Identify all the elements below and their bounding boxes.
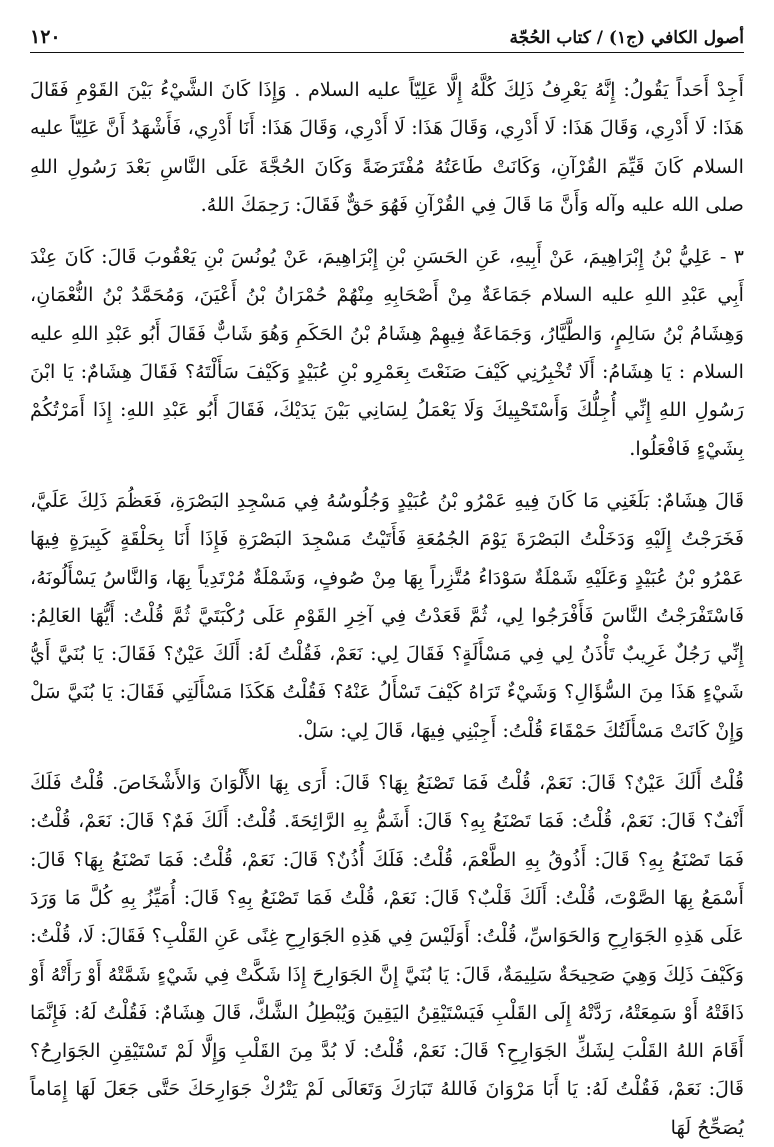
header-rule: [30, 52, 744, 53]
paragraph-4: قُلْتُ أَلَكَ عَيْنٌ؟ قَالَ: نَعَمْ، قُلْتُ فَمَا تَصْنَعُ بِهَا؟ قَالَ: أَرَى بِهَا الأَلْوَانَ وَالأَشْخَاصَ. قُلْتُ فَلَكَ أَنْفٌ؟ قَالَ: نَعَمْ، قُلْتُ: فَمَا تَصْنَعُ بِهِ؟ قَالَ: أَشَمُّ بِهِ الرَّائِحَةَ. قُلْتُ: أَلَكَ فَمٌ؟ قَالَ: نَعَمْ، قُلْتُ: فَمَا تَصْنَعُ بِهِ؟ قَالَ: أَذُوقُ بِهِ الطَّعْمَ، قُلْتُ: فَلَكَ أُذُنٌ؟ قَالَ: نَعَمْ، قُلْتُ: فَمَا تَصْنَعُ بِهَا؟ قَالَ: أَسْمَعُ بِهَا الصَّوْتَ، قُلْتُ: أَلَكَ قَلْبٌ؟ قَالَ: نَعَمْ، قُلْتُ فَمَا تَصْنَعُ بِهِ؟ قَالَ: أُمَيِّزُ بِهِ كُلَّ مَا وَرَدَ عَلَى هَذِهِ الجَوَارِحِ وَالحَوَاسِّ، قُلْتُ: أَوَلَيْسَ فِي هَذِهِ الجَوَارِحِ غِنًى عَنِ القَلْبِ؟ فَقَالَ: لَا، قُلْتُ: وَكَيْفَ ذَلِكَ وَهِيَ صَحِيحَةٌ سَلِيمَةٌ، قَالَ: يَا بُنَيَّ إِنَّ الجَوَارِحَ إِذَا شَكَّتْ فِي شَيْءٍ شَمَّتْهُ أَوْ رَأَتْهُ أَوْ ذَاقَتْهُ أَوْ سَمِعَتْهُ، رَدَّتْهُ إِلَى القَلْبِ فَيَسْتَيْقِنُ اليَقِينَ وَيُبْطِلُ الشَّكَّ، قَالَ هِشَامٌ: فَقُلْتُ لَهُ: فَإِنَّمَا أَقَامَ اللهُ القَلْبَ لِشَكِّ الجَوَارِحِ؟ قَالَ: نَعَمْ، قُلْتُ: لَا بُدَّ مِنَ القَلْبِ وَإِلَّا لَمْ تَسْتَيْقِنِ الجَوَارِحُ؟ قَالَ: نَعَمْ، فَقُلْتُ لَهُ: يَا أَبَا مَرْوَانَ فَاللهُ تَبَارَكَ وَتَعَالَى لَمْ يَتْرُكْ جَوَارِحَكَ حَتَّى جَعَلَ لَهَا إِمَاماً يُصَحِّحُ لَهَا: [30, 771, 744, 1139]
paragraph-2: ٣ - عَلِيُّ بْنُ إِبْرَاهِيمَ، عَنْ أَبِيهِ، عَنِ الحَسَنِ بْنِ إِبْرَاهِيمَ، عَنْ يُونُسَ بْنِ يَعْقُوبَ قَالَ: كَانَ عِنْدَ أَبِي عَبْدِ اللهِ عليه السلام جَمَاعَةٌ مِنْ أَصْحَابِهِ مِنْهُمْ حُمْرَانُ بْنُ أَعْيَنَ، وَمُحَمَّدُ بْنُ النُّعْمَانِ، وَهِشَامُ بْنُ سَالِمٍ، وَالطَّيَّارُ، وَجَمَاعَةٌ فِيهِمْ هِشَامُ بْنُ الحَكَمِ وَهُوَ شَابٌّ فَقَالَ أَبُو عَبْدِ اللهِ عليه السلام : يَا هِشَامُ: أَلَا تُخْبِرُنِي كَيْفَ صَنَعْتَ بِعَمْرِو بْنِ عُبَيْدٍ وَكَيْفَ سَأَلْتَهُ؟ فَقَالَ هِشَامٌ: يَا ابْنَ رَسُولِ اللهِ إِنِّي أُجِلُّكَ وَأَسْتَحْيِيكَ وَلَا يَعْمَلُ لِسَانِي بَيْنَ يَدَيْكَ، فَقَالَ أَبُو عَبْدِ اللهِ: إِذَا أَمَرْتُكُمْ بِشَيْءٍ فَافْعَلُوا.: [30, 245, 744, 460]
page-number: ١٢٠: [30, 26, 61, 48]
running-title: أصول الكافي (ج١) / كتاب الحُجّة: [509, 28, 744, 48]
paragraph-3: قَالَ هِشَامٌ: بَلَغَنِي مَا كَانَ فِيهِ عَمْرُو بْنُ عُبَيْدٍ وَجُلُوسُهُ فِي مَسْجِدِ البَصْرَةِ، فَعَظُمَ ذَلِكَ عَلَيَّ، فَخَرَجْتُ إِلَيْهِ وَدَخَلْتُ البَصْرَةَ يَوْمَ الجُمُعَةِ فَأَتَيْتُ مَسْجِدَ البَصْرَةِ فَإِذَا أَنَا بِحَلْقَةٍ كَبِيرَةٍ فِيهَا عَمْرُو بْنُ عُبَيْدٍ وَعَلَيْهِ شَمْلَةٌ سَوْدَاءُ مُتَّزِراً بِهَا مِنْ صُوفٍ، وَشَمْلَةٌ مُرْتَدِياً بِهَا، وَالنَّاسُ يَسْأَلُونَهُ، فَاسْتَفْرَجْتُ النَّاسَ فَأَفْرَجُوا لِي، ثُمَّ قَعَدْتُ فِي آخِرِ القَوْمِ عَلَى رُكْبَتَيَّ ثُمَّ قُلْتُ: أَيُّهَا العَالِمُ: إِنِّي رَجُلٌ غَرِيبٌ تَأْذَنُ لِي فِي مَسْأَلَةٍ؟ فَقَالَ لِي: نَعَمْ، فَقُلْتُ لَهُ: أَلَكَ عَيْنٌ؟ فَقَالَ: يَا بُنَيَّ أَيُّ شَيْءٍ هَذَا مِنَ السُّؤَالِ؟ وَشَيْءٌ تَرَاهُ كَيْفَ تَسْأَلُ عَنْهُ؟ فَقُلْتُ هَكَذَا مَسْأَلَتِي فَقَالَ: يَا بُنَيَّ سَلْ وَإِنْ كَانَتْ مَسْأَلَتُكَ حَمْقَاءَ قُلْتُ: أَجِبْنِي فِيهَا، قَالَ لِي: سَلْ.: [30, 488, 744, 742]
page-header: [30, 20, 744, 48]
paragraph-1: أَجِدْ أَحَداً يَقُولُ: إِنَّهُ يَعْرِفُ ذَلِكَ كُلَّهُ إِلَّا عَلِيّاً عليه السلام . وَإِذَا كَانَ الشَّيْءُ بَيْنَ القَوْمِ فَقَالَ هَذَا: لَا أَدْرِي، وَقَالَ هَذَا: لَا أَدْرِي، وَقَالَ هَذَا: لَا أَدْرِي، وَقَالَ هَذَا: أَنَا أَدْرِي، فَأَشْهَدُ أَنَّ عَلِيّاً عليه السلام كَانَ قَيِّمَ القُرْآنِ، وَكَانَتْ طَاعَتُهُ مُفْتَرَضَةً وَكَانَ الحُجَّةَ عَلَى النَّاسِ بَعْدَ رَسُولِ اللهِ صلى الله عليه وآله وَأَنَّ مَا قَالَ فِي القُرْآنِ فَهُوَ حَقٌّ فَقَالَ: رَحِمَكَ اللهُ.: [30, 78, 744, 216]
